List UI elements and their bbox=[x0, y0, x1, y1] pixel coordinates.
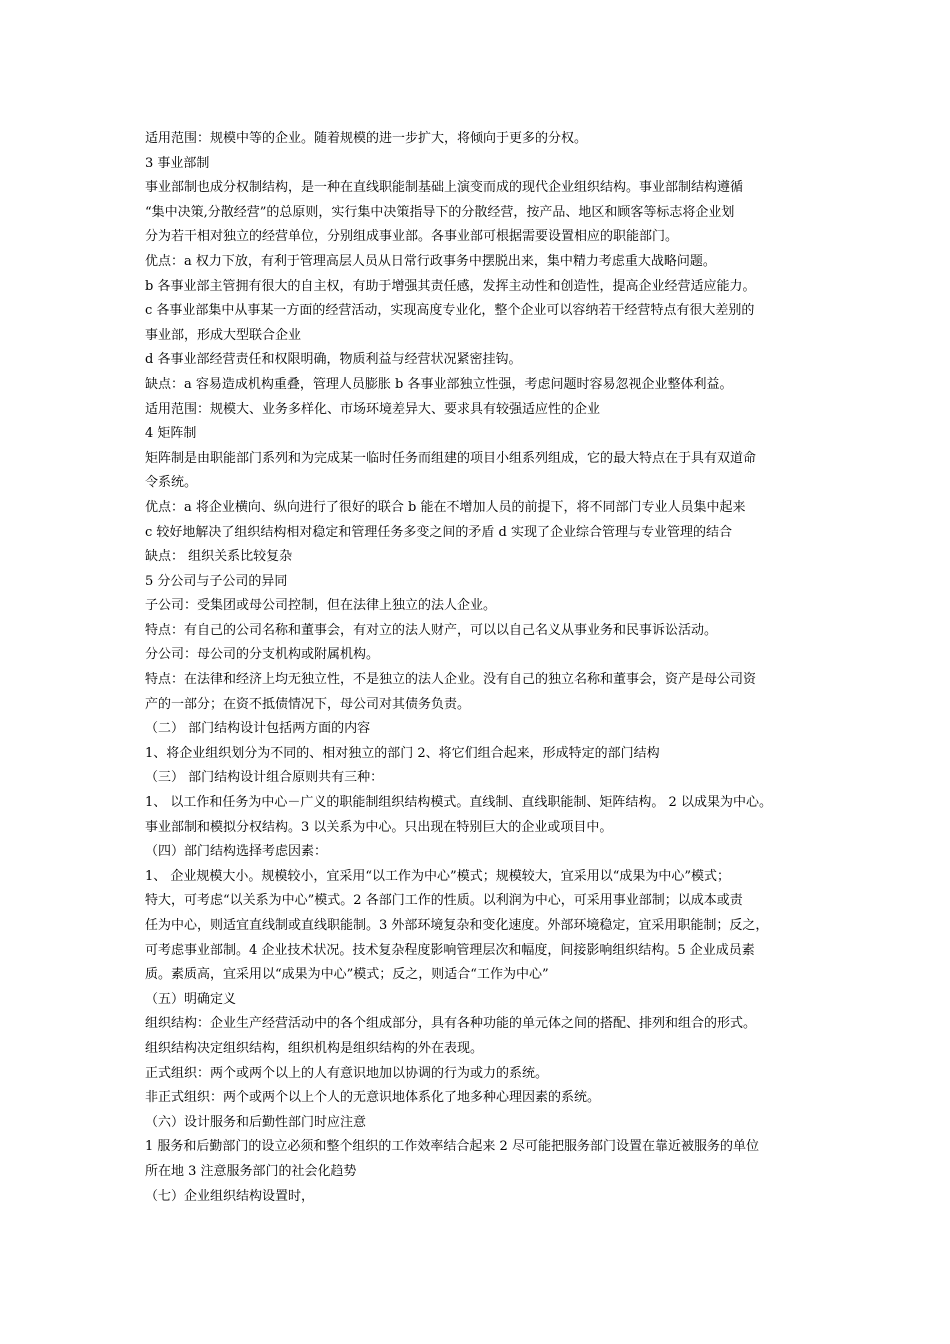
text-line: 优点：a 权力下放，有利于管理高层人员从日常行政事务中摆脱出来，集中精力考虑重大战略问题。 bbox=[145, 253, 716, 269]
text-line: 产的一部分；在资不抵债情况下，母公司对其债务负责。 bbox=[145, 696, 471, 712]
text-line: c 较好地解决了组织结构相对稳定和管理任务多变之间的矛盾 d 实现了企业综合管理与专业管理的结合 bbox=[145, 524, 733, 540]
text-line: 1 服务和后勤部门的设立必须和整个组织的工作效率结合起来 2 尽可能把服务部门设置在靠近被服务的单位 bbox=[145, 1139, 759, 1155]
text-line: c 各事业部集中从事某一方面的经营活动，实现高度专业化，整个企业可以容纳若干经营特点有很大差别的 bbox=[145, 303, 755, 319]
document-body bbox=[145, 127, 835, 1209]
text-line: d 各事业部经营责任和权限明确，物质利益与经营状况紧密挂钩。 bbox=[145, 352, 522, 368]
text-line: 缺点：a 容易造成机构重叠，管理人员膨胀 b 各事业部独立性强，考虑问题时容易忽视企业整体利益。 bbox=[145, 376, 733, 392]
text-line: 矩阵制是由职能部门系列和为完成某一临时任务而组建的项目小组系列组成，它的最大特点在于具有双道命 bbox=[145, 450, 757, 466]
text-line: 特点：在法律和经济上均无独立性，不是独立的法人企业。没有自己的独立名称和董事会，资产是母公司资 bbox=[145, 672, 757, 688]
text-line: 令系统。 bbox=[145, 475, 198, 491]
text-line: 适用范围：规模大、业务多样化、市场环境差异大、要求具有较强适应性的企业 bbox=[145, 401, 601, 417]
text-line: 所在地 3 注意服务部门的社会化趋势 bbox=[145, 1163, 357, 1179]
text-line: 非正式组织：两个或两个以上个人的无意识地体系化了地多种心理因素的系统。 bbox=[145, 1090, 601, 1106]
text-line: 事业部制和模拟分权结构。3 以关系为中心。只出现在特别巨大的企业或项目中。 bbox=[145, 819, 613, 835]
text-line: 特大，可考虑“以关系为中心”模式。2 各部门工作的性质。以利润为中心，可采用事业部制；以成本或责 bbox=[145, 893, 743, 909]
text-line: b 各事业部主管拥有很大的自主权，有助于增强其责任感，发挥主动性和创造性，提高企业经营适应能力。 bbox=[145, 278, 756, 294]
text-line: 缺点： 组织关系比较复杂 bbox=[145, 549, 293, 565]
section-heading: （七）企业组织结构设置时， bbox=[145, 1188, 315, 1204]
text-line: 任为中心，则适宜直线制或直线职能制。3 外部环境复杂和变化速度。外部环境稳定，宜采用职能制；反之， bbox=[145, 918, 769, 933]
text-line: 事业部，形成大型联合企业 bbox=[145, 327, 302, 343]
text-line: 特点：有自己的公司名称和董事会，有对立的法人财产，可以以自己名义从事业务和民事诉讼活动。 bbox=[145, 622, 718, 638]
section-heading: （六）设计服务和后勤性部门时应注意 bbox=[145, 1114, 367, 1130]
text-line: 可考虑事业部制。4 企业技术状况。技术复杂程度影响管理层次和幅度，间接影响组织结构。5 企业成员素 bbox=[145, 942, 755, 958]
section-heading: （五）明确定义 bbox=[145, 991, 237, 1007]
text-line: 优点：a 将企业横向、纵向进行了很好的联合 b 能在不增加人员的前提下，将不同部门专业人员集中起来 bbox=[145, 499, 746, 515]
section-heading: 3 事业部制 bbox=[145, 155, 210, 171]
text-line: 正式组织：两个或两个以上的人有意识地加以协调的行为或力的系统。 bbox=[145, 1065, 549, 1081]
text-line: “集中决策,分散经营”的总原则，实行集中决策指导下的分散经营，按产品、地区和顾客等标志将企业划 bbox=[145, 204, 735, 220]
section-heading: 5 分公司与子公司的异同 bbox=[145, 573, 288, 589]
text-line: 子公司：受集团或母公司控制，但在法律上独立的法人企业。 bbox=[145, 598, 497, 614]
text-line: 1、 以工作和任务为中心－广义的职能制组织结构模式。直线制、直线职能制、矩阵结构。 2 以成果为中心。 bbox=[145, 795, 772, 811]
section-heading: （三） 部门结构设计组合原则共有三种： bbox=[145, 770, 384, 786]
section-heading: （二） 部门结构设计包括两方面的内容 bbox=[145, 721, 371, 737]
text-line: 1、将企业组织划分为不同的、相对独立的部门 2、将它们组合起来，形成特定的部门结构 bbox=[145, 745, 660, 761]
text-line: 组织结构：企业生产经营活动中的各个组成部分，具有各种功能的单元体之间的搭配、排列和组合的形式。 bbox=[145, 1016, 757, 1032]
text-line: 组织结构决定组织结构，组织机构是组织结构的外在表现。 bbox=[145, 1040, 484, 1056]
text-line: 分为若干相对独立的经营单位，分别组成事业部。各事业部可根据需要设置相应的职能部门。 bbox=[145, 229, 679, 245]
text-line: 适用范围：规模中等的企业。随着规模的进一步扩大，将倾向于更多的分权。 bbox=[145, 131, 588, 146]
section-heading: （四）部门结构选择考虑因素： bbox=[145, 844, 328, 860]
section-heading: 4 矩阵制 bbox=[145, 426, 197, 442]
text-line: 质。素质高，宜采用以“成果为中心”模式；反之，则适合“工作为中心” bbox=[145, 967, 549, 983]
text-line: 事业部制也成分权制结构，是一种在直线职能制基础上演变而成的现代企业组织结构。事业部制结构遵循 bbox=[145, 180, 744, 196]
text-line: 分公司：母公司的分支机构或附属机构。 bbox=[145, 647, 380, 663]
text-line: 1、 企业规模大小。规模较小，宜采用“以工作为中心”模式；规模较大，宜采用以“成果为中心”模式； bbox=[145, 868, 730, 884]
